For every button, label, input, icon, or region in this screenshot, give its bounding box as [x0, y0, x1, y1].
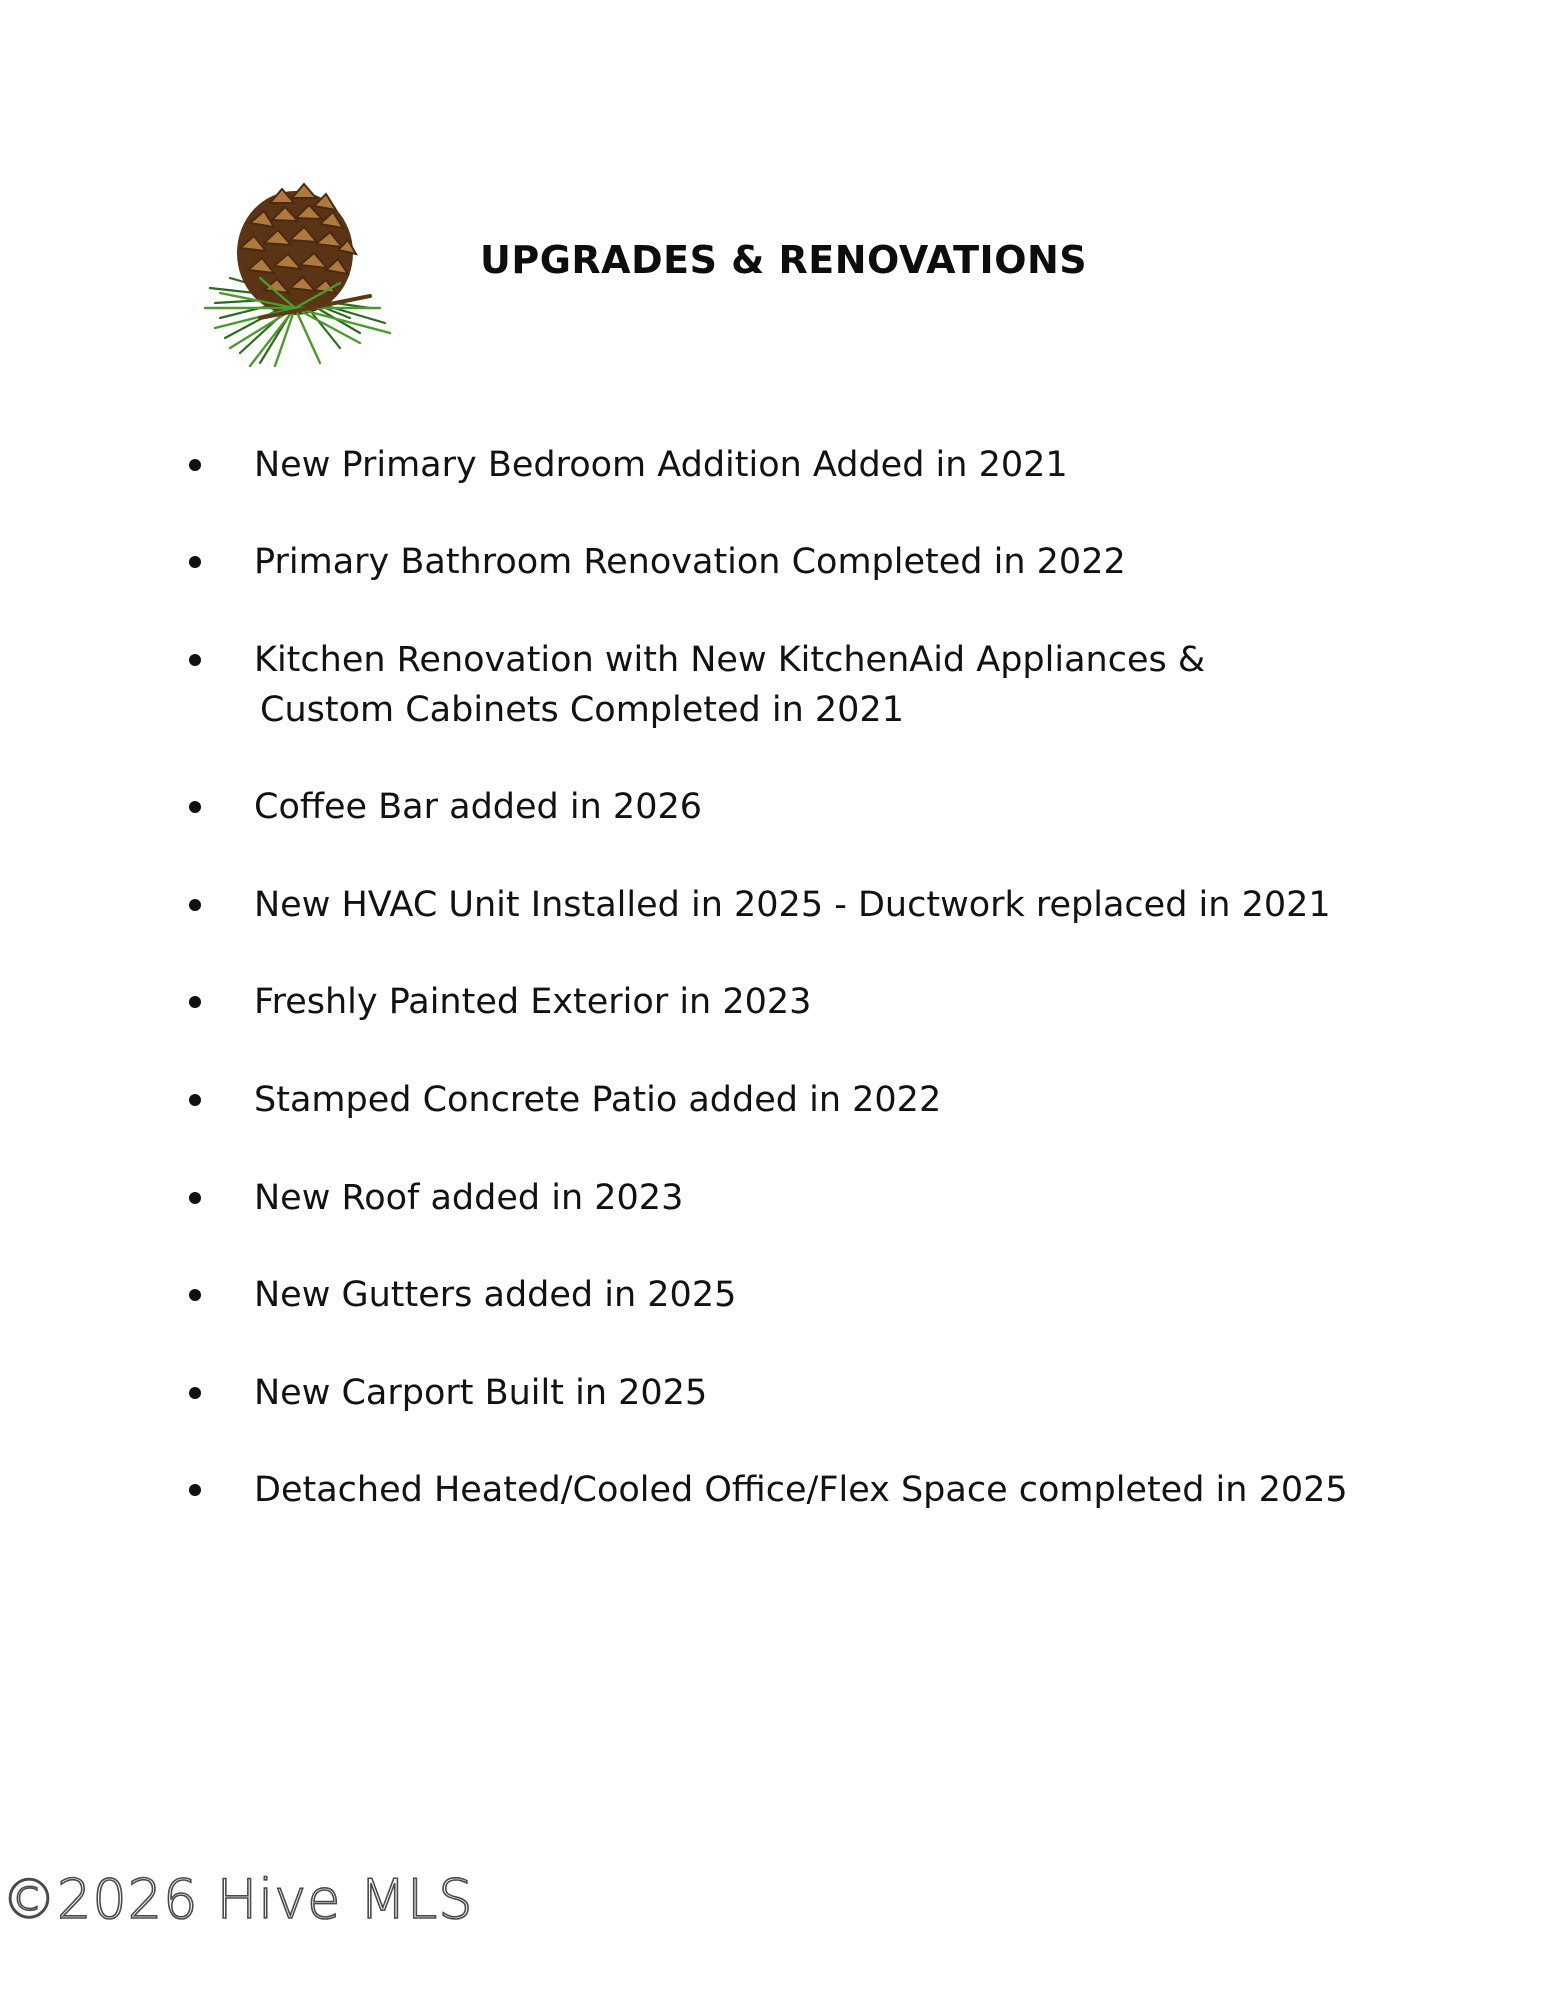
bullet-icon — [189, 1484, 201, 1496]
list-item-text — [254, 635, 1205, 735]
list-item-text: New Gutters added in 2025 — [254, 1275, 737, 1315]
bullet-icon — [189, 899, 201, 911]
page-title: UPGRADES & RENOVATIONS — [480, 238, 1088, 282]
bullet-icon — [189, 556, 201, 568]
watermark: ©2026 Hive MLS — [2, 1868, 474, 1931]
list-item-text: Primary Bathroom Renovation Completed in 2022 — [254, 542, 1126, 582]
bullet-icon — [189, 1094, 201, 1106]
list-item-text: Stamped Concrete Patio added in 2022 — [254, 1080, 942, 1120]
bullet-icon — [189, 1387, 201, 1399]
list-item-text: New Carport Built in 2025 — [254, 1373, 708, 1413]
list-item-text: Detached Heated/Cooled Office/Flex Space completed in 2025 — [254, 1470, 1348, 1510]
list-item-text: Freshly Painted Exterior in 2023 — [254, 982, 812, 1022]
list-item-text-line1: Kitchen Renovation with New KitchenAid Appliances & — [254, 640, 1206, 680]
list-item-text: New Primary Bedroom Addition Added in 2021 — [254, 445, 1068, 485]
bullet-icon — [189, 996, 201, 1008]
bullet-icon — [189, 459, 201, 471]
bullet-icon — [189, 1192, 201, 1204]
list-item-text: New Roof added in 2023 — [254, 1178, 684, 1218]
list-item-text: Coffee Bar added in 2026 — [254, 787, 702, 827]
bullet-icon — [189, 801, 201, 813]
bullet-icon — [189, 1289, 201, 1301]
bullet-icon — [189, 654, 201, 666]
list-item-text-line2: Custom Cabinets Completed in 2021 — [260, 690, 904, 730]
pine-cone-icon — [200, 168, 400, 368]
list-item-text: New HVAC Unit Installed in 2025 - Ductwork replaced in 2021 — [254, 885, 1331, 925]
